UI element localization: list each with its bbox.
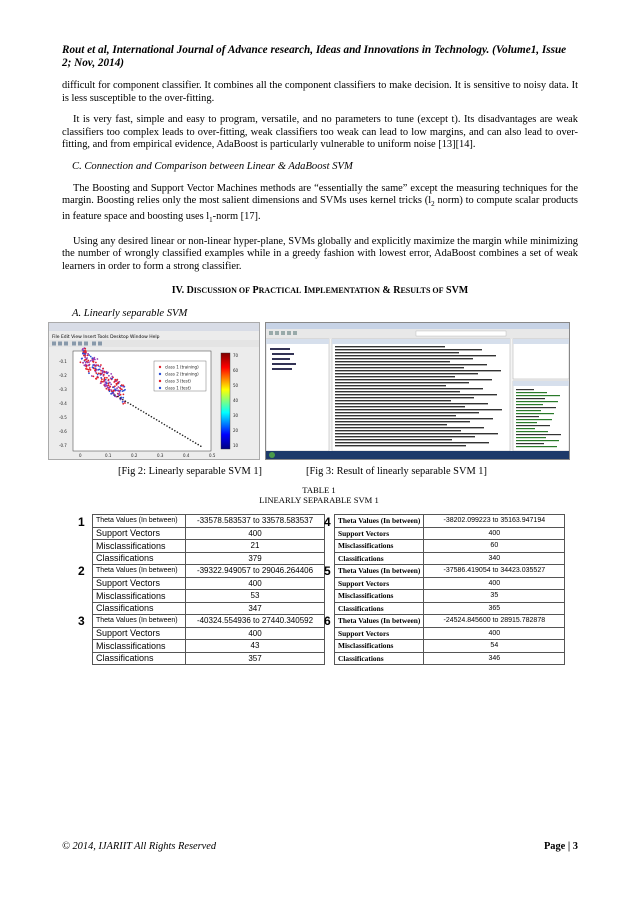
scatter-point xyxy=(85,362,87,364)
scatter-point xyxy=(85,368,87,370)
scatter-point xyxy=(123,394,125,396)
line-point xyxy=(171,428,173,430)
table-value: 347 xyxy=(186,602,325,615)
scatter-point xyxy=(88,372,90,374)
line-point xyxy=(132,405,134,407)
line-point xyxy=(140,410,142,412)
line-point xyxy=(151,416,153,418)
table-key: Theta Values (In between) xyxy=(335,515,424,528)
table-value: 400 xyxy=(186,527,325,540)
table-key: Misclassifications xyxy=(335,640,424,653)
scatter-point xyxy=(110,384,112,386)
line-point xyxy=(177,431,179,433)
scatter-point xyxy=(80,361,82,363)
table-key: Support Vectors xyxy=(93,527,186,540)
scatter-point xyxy=(120,388,122,390)
paragraph-4: Using any desired linear or non-linear hyper-plane, SVMs globally and explicitly maximize the margin while minimizing the number of wrongly classified examples while in a greedy fashion with lowest error, AdaBoost combines a set of weak learners in order to form a strong classifier. xyxy=(62,235,578,272)
colorbar-tick-label: 60 xyxy=(233,368,239,373)
command-output-line xyxy=(335,388,483,389)
command-output-line xyxy=(335,352,459,353)
line-point xyxy=(195,442,197,444)
table-key: Classifications xyxy=(93,652,186,665)
line-point xyxy=(182,435,184,437)
colorbar-tick-label: 10 xyxy=(233,443,239,448)
command-output-line xyxy=(335,415,456,416)
scatter-point xyxy=(82,352,84,354)
run-number: 1 xyxy=(78,515,85,529)
scatter-point xyxy=(90,356,92,358)
table-value: 60 xyxy=(424,540,565,553)
scatter-point xyxy=(89,367,91,369)
results-table-right xyxy=(334,514,565,665)
scatter-point xyxy=(95,362,97,364)
scatter-point xyxy=(117,381,119,383)
command-output-line xyxy=(335,382,469,383)
scatter-point xyxy=(115,389,117,391)
scatter-point xyxy=(96,372,98,374)
scatter-point xyxy=(112,392,114,394)
scatter-point xyxy=(87,355,89,357)
table-key: Classifications xyxy=(335,602,424,615)
line-point xyxy=(130,404,132,406)
table-label: TABLE 1 xyxy=(302,485,336,495)
scatter-point xyxy=(96,376,98,378)
command-output-line xyxy=(335,394,497,395)
scatter-point xyxy=(102,381,104,383)
table-key: Theta Values (In between) xyxy=(93,515,186,528)
scatter-point xyxy=(91,375,93,377)
history-line xyxy=(516,416,539,417)
legend-entry: class 2 (training) xyxy=(165,371,199,377)
scatter-point xyxy=(86,357,88,359)
figure-3-caption: [Fig 3: Result of linearly separable SVM 1] xyxy=(306,466,487,477)
table-value: -33578.583537 to 33578.583537 xyxy=(186,515,325,528)
workspace-panel xyxy=(513,339,569,379)
scatter-point xyxy=(122,403,124,405)
command-output-line xyxy=(335,400,451,401)
subsection-c-heading: C. Connection and Comparison between Linear & AdaBoost SVM xyxy=(72,160,353,172)
scatter-point xyxy=(124,402,126,404)
scatter-point xyxy=(118,386,120,388)
history-line xyxy=(516,389,534,390)
colorbar-tick-label: 70 xyxy=(233,353,239,358)
table-value: -24524.845600 to 28915.782878 xyxy=(424,615,565,628)
scatter-point xyxy=(111,378,113,380)
x-tick-label: 0.2 xyxy=(131,453,138,458)
scatter-point xyxy=(87,364,89,366)
scatter-point xyxy=(122,397,124,399)
section-iv-heading: IV. DISCUSSION OF PRACTICAL IMPLEMENTATION & RESULTS OF SVM xyxy=(171,285,469,297)
plot-svg xyxy=(49,323,259,459)
line-point xyxy=(161,422,163,424)
history-line xyxy=(516,443,544,444)
scatter-point xyxy=(103,374,105,376)
history-line xyxy=(516,413,554,414)
table-key: Support Vectors xyxy=(335,627,424,640)
table-value: 53 xyxy=(186,590,325,603)
table-key: Misclassifications xyxy=(93,590,186,603)
command-output-line xyxy=(335,433,498,434)
scatter-point xyxy=(84,348,86,350)
table-key: Misclassifications xyxy=(93,540,186,553)
scatter-point xyxy=(90,360,92,362)
table-key: Theta Values (In between) xyxy=(335,565,424,578)
taskbar xyxy=(266,451,569,459)
table-key: Support Vectors xyxy=(335,577,424,590)
line-point xyxy=(143,411,145,413)
legend-marker xyxy=(159,373,161,375)
history-line xyxy=(516,398,545,399)
table-value: 400 xyxy=(424,627,565,640)
scatter-point xyxy=(109,390,111,392)
line-point xyxy=(164,424,166,426)
figure-2-matlab-plot xyxy=(48,322,260,460)
history-line xyxy=(516,410,541,411)
results-table-left xyxy=(92,514,325,665)
scatter-point xyxy=(108,375,110,377)
x-tick-label: 0.1 xyxy=(105,453,112,458)
legend-marker xyxy=(159,380,161,382)
legend-entry: class 1 (training) xyxy=(165,364,199,370)
command-output-line xyxy=(335,349,482,350)
line-point xyxy=(114,394,116,396)
scatter-point xyxy=(124,389,126,391)
run-number: 2 xyxy=(78,564,85,578)
table-value: 365 xyxy=(424,602,565,615)
table-value: 21 xyxy=(186,540,325,553)
scatter-point xyxy=(118,393,120,395)
history-line xyxy=(516,446,557,447)
scatter-point xyxy=(106,382,108,384)
scatter-point xyxy=(104,386,106,388)
history-line xyxy=(516,407,556,408)
scatter-point xyxy=(85,352,87,354)
command-output-line xyxy=(335,409,502,410)
line-point xyxy=(174,430,176,432)
table-key: Theta Values (In between) xyxy=(93,565,186,578)
scatter-point xyxy=(94,369,96,371)
command-output-line xyxy=(335,418,493,419)
line-point xyxy=(153,418,155,420)
scatter-point xyxy=(94,359,96,361)
y-tick-label: -0.4 xyxy=(59,401,67,406)
y-tick-label: -0.6 xyxy=(59,429,67,434)
scatter-point xyxy=(102,371,104,373)
line-point xyxy=(127,402,129,404)
scatter-point xyxy=(93,364,95,366)
history-line xyxy=(516,419,552,420)
line-point xyxy=(158,421,160,423)
subsection-a-heading: A. Linearly separable SVM xyxy=(72,307,188,319)
command-output-line xyxy=(335,445,466,446)
scatter-point xyxy=(106,372,108,374)
scatter-point xyxy=(121,384,123,386)
scatter-point xyxy=(107,386,109,388)
history-line xyxy=(516,395,560,396)
table-value: 340 xyxy=(424,552,565,565)
scatter-point xyxy=(116,384,118,386)
legend-entry: class 3 (test) xyxy=(165,378,191,384)
paragraph-1: difficult for component classifier. It combines all the component classifiers to make decision. It is sensitive to noisy data. It is less susceptible to the over-fitting. xyxy=(62,80,578,104)
scatter-point xyxy=(109,382,111,384)
command-output-line xyxy=(335,370,501,371)
history-line xyxy=(516,392,547,393)
scatter-point xyxy=(88,354,90,356)
history-line xyxy=(516,428,535,429)
command-output-line xyxy=(335,427,484,428)
line-point xyxy=(179,433,181,435)
line-point xyxy=(122,399,124,401)
colorbar-tick-label: 40 xyxy=(233,398,239,403)
scatter-point xyxy=(82,349,84,351)
colorbar-tick-label: 30 xyxy=(233,413,239,418)
command-output-line xyxy=(335,430,461,431)
line-point xyxy=(125,400,127,402)
scatter-point xyxy=(109,386,111,388)
line-point xyxy=(145,413,147,415)
table-value: 35 xyxy=(424,590,565,603)
scatter-point xyxy=(102,368,104,370)
run-number: 6 xyxy=(324,614,331,628)
scatter-point xyxy=(110,373,112,375)
table-key: Support Vectors xyxy=(93,577,186,590)
legend-marker xyxy=(159,387,161,389)
line-point xyxy=(138,408,140,410)
scatter-point xyxy=(114,379,116,381)
history-line xyxy=(516,401,558,402)
command-output-line xyxy=(335,364,487,365)
scatter-point xyxy=(96,378,98,380)
table-key: Misclassifications xyxy=(335,590,424,603)
x-tick-label: 0.4 xyxy=(183,453,190,458)
scatter-point xyxy=(92,366,94,368)
scatter-point xyxy=(87,360,89,362)
scatter-point xyxy=(99,366,101,368)
table-key: Support Vectors xyxy=(93,627,186,640)
history-line xyxy=(516,404,543,405)
run-number: 5 xyxy=(324,564,331,578)
x-tick-label: 0.5 xyxy=(209,453,216,458)
command-output-line xyxy=(335,397,474,398)
scatter-point xyxy=(123,385,125,387)
scatter-point xyxy=(97,358,99,360)
scatter-point xyxy=(84,350,86,352)
scatter-point xyxy=(88,371,90,373)
page-number: Page | 3 xyxy=(543,841,578,852)
scatter-point xyxy=(84,359,86,361)
command-output-line xyxy=(335,412,479,413)
history-line xyxy=(516,434,561,435)
line-point xyxy=(190,439,192,441)
page-footer xyxy=(62,841,578,852)
scatter-point xyxy=(108,379,110,381)
figure-3-matlab-window xyxy=(265,322,570,460)
command-output-line xyxy=(335,379,492,380)
scatter-point xyxy=(104,384,106,386)
line-point xyxy=(119,397,121,399)
command-output-line xyxy=(335,406,465,407)
line-point xyxy=(135,407,137,409)
command-output-line xyxy=(335,385,446,386)
line-point xyxy=(148,414,150,416)
history-line xyxy=(516,425,550,426)
colorbar-tick-label: 50 xyxy=(233,383,239,388)
command-output-line xyxy=(335,361,450,362)
table-value: -37586.419054 to 34423.035527 xyxy=(424,565,565,578)
table-key: Support Vectors xyxy=(335,527,424,540)
command-output-line xyxy=(335,439,452,440)
scatter-point xyxy=(100,364,102,366)
command-output-line xyxy=(335,442,489,443)
scatter-point xyxy=(116,379,118,381)
line-point xyxy=(187,438,189,440)
command-output-line xyxy=(335,424,447,425)
table-caption xyxy=(0,485,638,505)
scatter-point xyxy=(101,378,103,380)
scatter-point xyxy=(100,382,102,384)
command-output-line xyxy=(335,358,473,359)
command-output-line xyxy=(335,373,478,374)
table-title: LINEARLY SEPARABLE SVM 1 xyxy=(259,495,379,505)
table-value: 400 xyxy=(424,527,565,540)
table-value: -40324.554936 to 27440.340592 xyxy=(186,615,325,628)
figure-2-caption: [Fig 2: Linearly separable SVM 1] xyxy=(118,466,262,477)
scatter-point xyxy=(113,390,115,392)
y-tick-label: -0.7 xyxy=(59,443,67,448)
scatter-point xyxy=(104,378,106,380)
scatter-point xyxy=(84,355,86,357)
table-value: -38202.099223 to 35163.947194 xyxy=(424,515,565,528)
scatter-point xyxy=(93,361,95,363)
history-line xyxy=(516,431,548,432)
table-value: 400 xyxy=(186,627,325,640)
scatter-point xyxy=(97,364,99,366)
history-line xyxy=(516,422,537,423)
matlab-svg xyxy=(266,323,569,459)
command-output-line xyxy=(335,403,488,404)
table-key: Classifications xyxy=(93,552,186,565)
scatter-point xyxy=(117,390,119,392)
command-output-line xyxy=(335,421,470,422)
run-number: 4 xyxy=(324,515,331,529)
history-line xyxy=(516,440,559,441)
legend-entry: class 1 (test) xyxy=(165,385,191,391)
page-body xyxy=(62,44,578,320)
scatter-point xyxy=(111,376,113,378)
scatter-point xyxy=(85,364,87,366)
line-point xyxy=(192,441,194,443)
scatter-point xyxy=(122,401,124,403)
y-tick-label: -0.5 xyxy=(59,415,67,420)
scatter-point xyxy=(120,394,122,396)
table-value: 379 xyxy=(186,552,325,565)
colorbar xyxy=(221,353,230,449)
command-output-line xyxy=(335,367,464,368)
table-value: 43 xyxy=(186,640,325,653)
table-value: 346 xyxy=(424,652,565,665)
command-output-line xyxy=(335,436,475,437)
command-output-line xyxy=(335,355,496,356)
line-point xyxy=(169,427,171,429)
y-tick-label: -0.1 xyxy=(59,359,67,364)
line-point xyxy=(184,436,186,438)
history-line xyxy=(516,437,546,438)
scatter-point xyxy=(91,357,93,359)
command-output-line xyxy=(335,346,445,347)
line-point xyxy=(200,445,202,447)
line-point xyxy=(166,425,168,427)
scatter-point xyxy=(106,377,108,379)
table-value: 400 xyxy=(424,577,565,590)
scatter-point xyxy=(97,374,99,376)
scatter-point xyxy=(113,386,115,388)
table-key: Misclassifications xyxy=(93,640,186,653)
scatter-point xyxy=(108,384,110,386)
running-header: Rout et al, International Journal of Advance research, Ideas and Innovations in Technology. (Volume1, Issue 2; Nov, 2014) xyxy=(62,44,567,69)
scatter-point xyxy=(82,362,84,364)
scatter-point xyxy=(90,369,92,371)
line-point xyxy=(197,444,199,446)
scatter-point xyxy=(116,387,118,389)
table-key: Classifications xyxy=(335,652,424,665)
table-key: Theta Values (In between) xyxy=(335,615,424,628)
scatter-point xyxy=(122,390,124,392)
scatter-point xyxy=(93,376,95,378)
line-point xyxy=(156,419,158,421)
table-key: Classifications xyxy=(335,552,424,565)
line-point xyxy=(117,396,119,398)
table-value: 357 xyxy=(186,652,325,665)
scatter-point xyxy=(81,358,83,360)
y-tick-label: -0.2 xyxy=(59,373,67,378)
scatter-point xyxy=(106,388,108,390)
x-tick-label: 0 xyxy=(79,453,82,458)
copyright: © 2014, IJARIIT All Rights Reserved xyxy=(62,841,217,852)
figures-row xyxy=(48,322,568,460)
scatter-point xyxy=(100,373,102,375)
command-output-line xyxy=(335,376,455,377)
table-value: 54 xyxy=(424,640,565,653)
colorbar-tick-label: 20 xyxy=(233,428,239,433)
legend-marker xyxy=(159,366,161,368)
y-tick-label: -0.3 xyxy=(59,387,67,392)
command-output-line xyxy=(335,391,460,392)
figure-menu: File Edit View Insert Tools Desktop Window Help xyxy=(52,335,160,340)
table-key: Misclassifications xyxy=(335,540,424,553)
current-folder-panel xyxy=(266,339,329,451)
run-number: 3 xyxy=(78,614,85,628)
table-value: -39322.949057 to 29046.264406 xyxy=(186,565,325,578)
table-value: 400 xyxy=(186,577,325,590)
table-key: Theta Values (In between) xyxy=(93,615,186,628)
x-tick-label: 0.3 xyxy=(157,453,164,458)
scatter-point xyxy=(88,369,90,371)
paragraph-3: The Boosting and Support Vector Machines methods are “essentially the same” except the measuring techniques for the margin. Boosting relies only the most salient dimensions and SVMs uses kernel tricks ($l_2$ norm) to compute scalar products in feature space and boosting uses $l_1$-norm [17]. xyxy=(62,182,578,224)
paragraph-2: It is very fast, simple and easy to program, versatile, and no parameters to tune (except t). Its disadvantages are weak classifiers too complex leads to over-fitting, weak classifiers too weak can lead to low margins, and can also lead to over-fitting, and from empirical evidence, AdaBoost is particularly vulnerable to uniform noise [13][14]. xyxy=(62,114,578,151)
scatter-point xyxy=(99,369,101,371)
table-key: Classifications xyxy=(93,602,186,615)
